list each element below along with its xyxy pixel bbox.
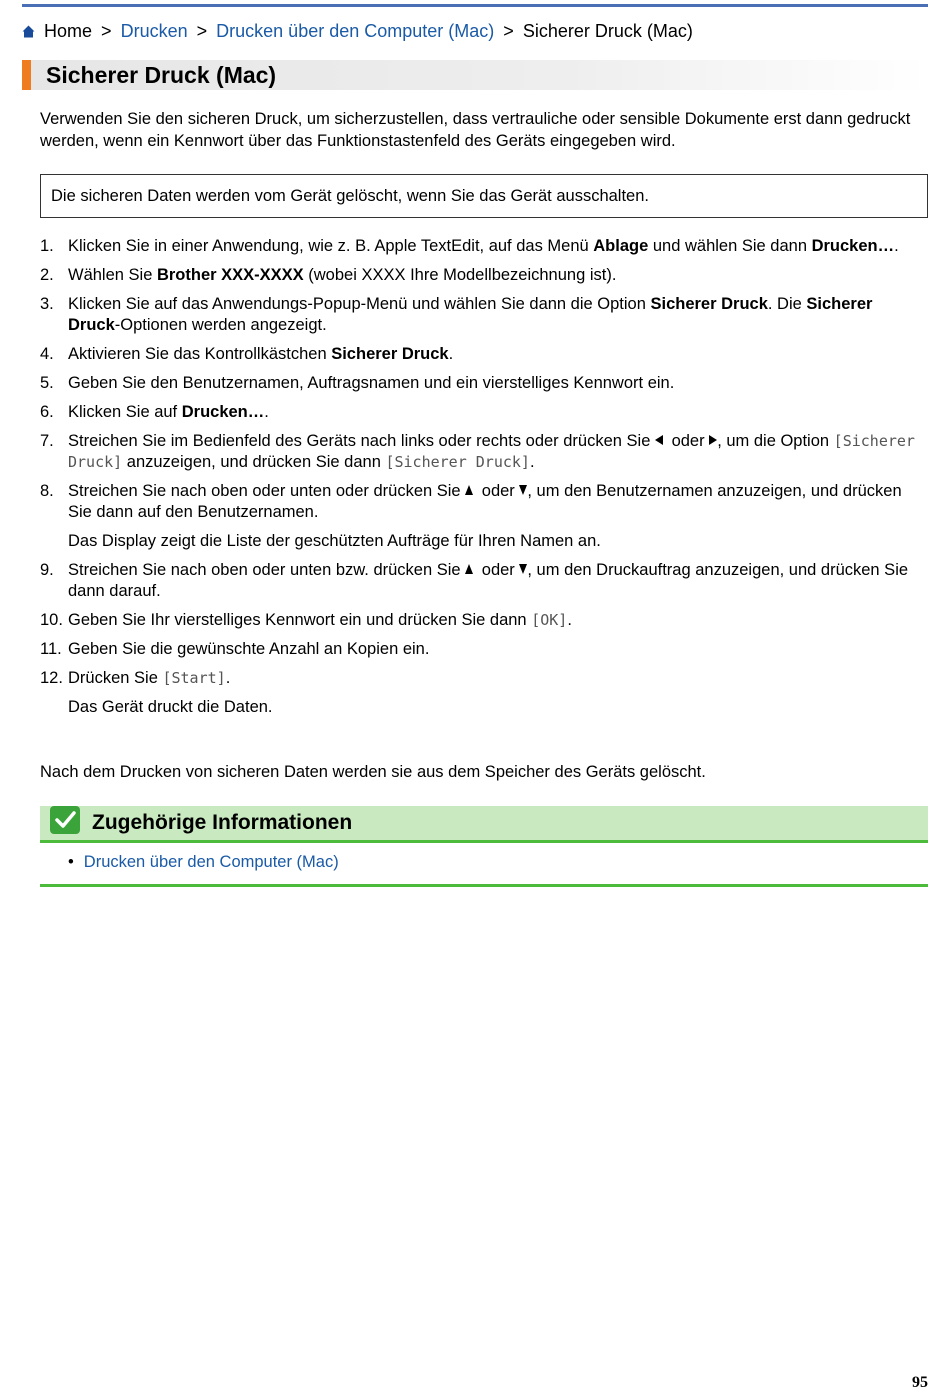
arrow-right-icon [709, 435, 717, 445]
step-4 [40, 344, 928, 365]
option-sicherer-druck: Sicherer Druck [650, 295, 768, 313]
step-number: 5. [40, 374, 54, 392]
step-text: oder [477, 482, 520, 500]
breadcrumb-current: Sicherer Druck (Mac) [522, 21, 693, 41]
lcd-sicherer-druck: [Sicherer Druck] [385, 453, 530, 471]
breadcrumb-link-drucken[interactable]: Drucken [120, 21, 188, 41]
related-link-drucken-mac[interactable]: Drucken über den Computer (Mac) [83, 853, 339, 871]
step-text: oder [477, 561, 520, 579]
arrow-up-icon [465, 564, 473, 574]
step-text: Streichen Sie nach oben oder unten oder drücken Sie [68, 482, 466, 500]
menu-drucken: Drucken… [811, 237, 895, 255]
step-number: 4. [40, 345, 54, 363]
step-11 [40, 639, 928, 660]
step-number: 10. [40, 611, 63, 629]
step-text: (wobei XXXX Ihre Modellbezeichnung ist). [303, 266, 617, 284]
step-number: 6. [40, 403, 54, 421]
note-text: Die sicheren Daten werden vom Gerät gelöscht, wenn Sie das Gerät ausschalten. [51, 187, 649, 205]
step-subtext: Das Display zeigt die Liste der geschützten Aufträge für Ihren Namen an. [68, 532, 601, 550]
step-text: , um den Druckauftrag anzuzeigen, und drücken Sie dann darauf. [68, 561, 909, 600]
step-7 [40, 431, 928, 473]
step-subtext: Das Gerät druckt die Daten. [68, 698, 273, 716]
related-info-heading: Zugehörige Informationen [92, 811, 353, 834]
lcd-ok: [OK] [531, 611, 568, 629]
step-text: . [225, 669, 231, 687]
step-text: Wählen Sie [68, 266, 157, 284]
step-2 [40, 265, 928, 286]
title-accent [22, 60, 31, 90]
step-12 [40, 668, 928, 718]
step-3 [40, 294, 928, 336]
step-8 [40, 481, 928, 552]
page-title: Sicherer Druck (Mac) [46, 62, 277, 88]
step-text: , um den Benutzernamen anzuzeigen, und drücken Sie dann auf den Benutzernamen. [68, 482, 902, 521]
step-text: . [894, 237, 899, 255]
bullet: • [68, 853, 74, 871]
page-number: 95 [912, 1374, 928, 1391]
breadcrumb-link-drucken-mac[interactable]: Drucken über den Computer (Mac) [216, 21, 495, 41]
list-item [68, 851, 339, 873]
step-text: . [264, 403, 269, 421]
related-bottom-rule [40, 884, 928, 887]
step-number: 9. [40, 561, 54, 579]
step-text: -Optionen werden angezeigt. [114, 316, 327, 334]
step-text: und wählen Sie dann [648, 237, 812, 255]
outro-paragraph: Nach dem Drucken von sicheren Daten werden sie aus dem Speicher des Geräts gelöscht. [40, 763, 706, 781]
step-text: Streichen Sie nach oben oder unten bzw. drücken Sie [68, 561, 466, 579]
step-5 [40, 373, 928, 394]
arrow-up-icon [465, 485, 473, 495]
step-text: oder [666, 432, 710, 450]
step-number: 1. [40, 237, 54, 255]
breadcrumb-separator: > [196, 21, 208, 41]
step-text: Geben Sie die gewünschte Anzahl an Kopien ein. [68, 640, 430, 658]
step-text: . [529, 453, 535, 471]
home-icon[interactable] [22, 22, 35, 43]
step-text: . [567, 611, 572, 629]
related-info-list [68, 851, 339, 873]
lcd-start: [Start] [162, 669, 226, 687]
step-text: , um die Option [717, 432, 834, 450]
step-number: 7. [40, 432, 54, 450]
arrow-left-icon [655, 435, 663, 445]
step-10 [40, 610, 928, 631]
step-number: 2. [40, 266, 54, 284]
top-rule [22, 4, 928, 7]
steps-list [40, 236, 928, 726]
breadcrumb-separator: > [503, 21, 514, 41]
step-number: 11. [40, 640, 62, 658]
note-box [40, 174, 928, 218]
title-bar [22, 60, 928, 90]
step-number: 12. [40, 669, 63, 687]
step-text: anzuzeigen, und drücken Sie dann [122, 453, 386, 471]
intro-text: Verwenden Sie den sicheren Druck, um sicherzustellen, dass vertrauliche oder sensible Dokumente erst dann gedruckt werden, wenn ein Kennwort über das Funktionstastenfeld des Geräts eingegeben wird. [40, 110, 911, 150]
checkbox-sicherer-druck: Sicherer Druck [331, 345, 449, 363]
step-1 [40, 236, 928, 257]
option-sicherer-druck: Sicherer Druck [68, 295, 873, 334]
related-info-header [40, 806, 928, 843]
lcd-sicherer-druck: [Sicherer Druck] [68, 432, 915, 471]
step-text: Klicken Sie in einer Anwendung, wie z. B. Apple TextEdit, auf das Menü [68, 237, 594, 255]
step-text: Klicken Sie auf das Anwendungs-Popup-Menü und wählen Sie dann die Option [68, 295, 651, 313]
step-text: . Die [767, 295, 807, 313]
breadcrumb-home[interactable]: Home [44, 21, 93, 41]
step-number: 3. [40, 295, 54, 313]
breadcrumb [22, 21, 693, 43]
button-drucken: Drucken… [181, 403, 265, 421]
step-text: Klicken Sie auf [68, 403, 182, 421]
intro-paragraph [40, 108, 928, 152]
step-9 [40, 560, 928, 602]
step-text: Geben Sie Ihr vierstelliges Kennwort ein und drücken Sie dann [68, 611, 532, 629]
step-text: . [448, 345, 454, 363]
checkmark-icon [50, 806, 80, 834]
step-text: Streichen Sie im Bedienfeld des Geräts nach links oder rechts oder drücken Sie [68, 432, 655, 450]
step-text: Geben Sie den Benutzernamen, Auftragsnamen und ein vierstelliges Kennwort ein. [68, 374, 675, 392]
step-text: Drücken Sie [68, 669, 163, 687]
step-text: Aktivieren Sie das Kontrollkästchen [68, 345, 332, 363]
menu-ablage: Ablage [593, 237, 649, 255]
breadcrumb-separator: > [101, 21, 112, 41]
step-6 [40, 402, 928, 423]
printer-name: Brother XXX-XXXX [156, 266, 304, 284]
step-number: 8. [40, 482, 54, 500]
